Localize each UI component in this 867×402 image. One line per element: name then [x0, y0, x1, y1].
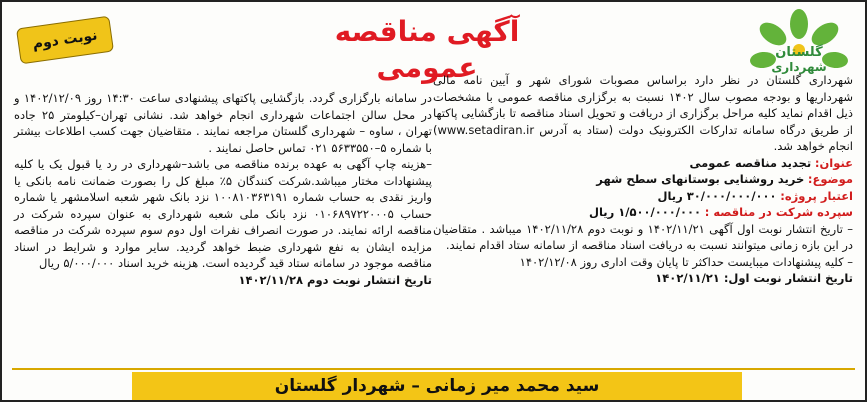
- deposit-value: ۱/۵۰۰/۰۰۰/۰۰۰ ریال: [589, 205, 702, 219]
- first-publication-date: تاریخ انتشار نوبت اول: ۱۴۰۲/۱۱/۲۱: [655, 271, 853, 285]
- logo-line-1: گلستان: [775, 45, 823, 60]
- conditions-paragraph: –هزینه چاپ آگهی به عهده برنده مناقصه می باشد–شهرداری در رد یا قبول یک یا کلیه پیشنهادات مختار میباشد.شرکت کنندگان ۵٪ مبلغ کل را بصورت ضمانت نامه بانکی یا واریز نقدی به حساب شماره ۱۰۰۸۱۰۳۶۳۱۹۱ نزد بانک شهر شعبه اسلامشهر یا شماره حساب ۰۱۰۶۸۹۷۲۲۰۰۰۵ نزد بانک ملی شعبه شهرداری به عنوان سپرده شرکت در مناقصه ارائه نمایند. در صورت انصراف نفرات اول دوم سوم سپرده شرکت در مناقصه مزایده ایشان به نفع شهرداری ضبط خواهد گردید. سایر موارد و شرایط در اسناد مناقصه موجود در سامانه ستاد قید گردیده است. هزینه خرید اسناد ۵/۰۰۰/۰۰۰ ریال: [14, 157, 432, 270]
- logo-line-2: شهرداری: [771, 60, 827, 74]
- deposit-row: [433, 204, 853, 221]
- subject-label: عنوان:: [814, 155, 853, 170]
- publication-dates-item: – تاریخ انتشار نوبت اول آگهی ۱۴۰۲/۱۱/۲۱ و نوبت دوم ۱۴۰۲/۱۱/۲۸ میباشد . متقاضیان در این بازه زمانی میتوانند نسبت به دریافت اسناد مناقصه از سامانه ستاد اقدام نمایند.: [433, 221, 854, 252]
- second-round-badge: نوبت دوم: [16, 16, 114, 65]
- notice-title: آگهی مناقصه عمومی: [334, 15, 520, 84]
- deadline-item: – کلیه پیشنهادات میبایست حداکثر تا پایان وقت اداری روز ۱۴۰۲/۱۲/۰۸: [519, 254, 853, 269]
- credit-value: ۳۰/۰۰۰/۰۰۰/۰۰۰ ریال: [657, 188, 777, 203]
- topic-row: [433, 171, 853, 188]
- opening-paragraph: در سامانه بارگزاری گردد. بازگشایی پاکتهای پیشنهادی ساعت ۱۴:۳۰ روز ۱۴۰۲/۱۲/۰۹ و در محل سالن اجتماعات شهرداری انجام خواهد شد. نشانی تهران–کیلومتر ۲۵ جاده تهران ، ساوه – شهرداری گلستان مراجعه نمایند . متقاضیان جهت کسب اطلاعات بیشتر با شماره ۵–۵۶۳۳۵۵۰ ۰۲۱ تماس حاصل نمایند .: [14, 91, 433, 155]
- deposit-label: سپرده شرکت در مناقصه :: [704, 205, 853, 219]
- subject-value: تجدید مناقصه عمومی: [689, 155, 812, 170]
- topic-value: خرید روشنایی بوستانهای سطح شهر: [596, 172, 805, 186]
- mayor-signature-bar: سید محمد میر زمانی – شهردار گلستان: [132, 372, 742, 400]
- credit-label: اعتبار پروژه:: [780, 188, 853, 203]
- credit-row: [433, 188, 853, 205]
- logo-text: [751, 46, 847, 74]
- second-publication-date: تاریخ انتشار نوبت دوم ۱۴۰۲/۱۱/۲۸: [238, 272, 432, 287]
- footer-divider: [12, 368, 855, 370]
- subject-row: [433, 155, 853, 172]
- topic-label: موضوع:: [807, 172, 853, 186]
- intro-paragraph: شهرداری گلستان در نظر دارد براساس مصوبات شورای شهر و آیین نامه مالی شهرداریها و بودجه مصوب سال ۱۴۰۲ نسبت به برگزاری مناقصه عمومی با مشخصات ذیل اقدام نماید کلیه مراحل برگزاری از دریافت و تحویل اسناد مناقصه تا بازگشایی پاکتها از طریق درگاه سامانه تدارکات الکترونیک دولت (ستاد به آدرس www.setadiran.ir) انجام خواهد شد.: [433, 73, 854, 153]
- right-column: [433, 72, 853, 287]
- left-column: [14, 90, 432, 288]
